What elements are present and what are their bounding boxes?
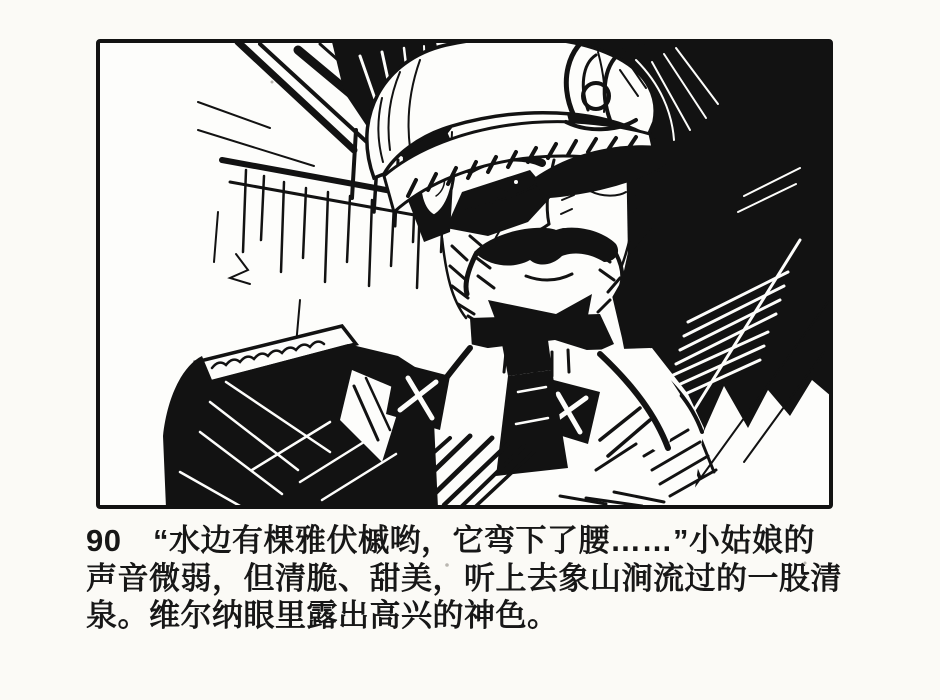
caption-line-1: 90 “水边有棵雅伏槭哟，它弯下了腰……”小姑娘的 bbox=[86, 523, 815, 558]
caption-line-2: 声音微弱，但清脆、甜美，听上去象山涧流过的一股清 bbox=[86, 560, 842, 596]
caption bbox=[86, 522, 861, 635]
caption-line-3: 泉。维尔纳眼里露出高兴的神色。 bbox=[86, 598, 559, 633]
